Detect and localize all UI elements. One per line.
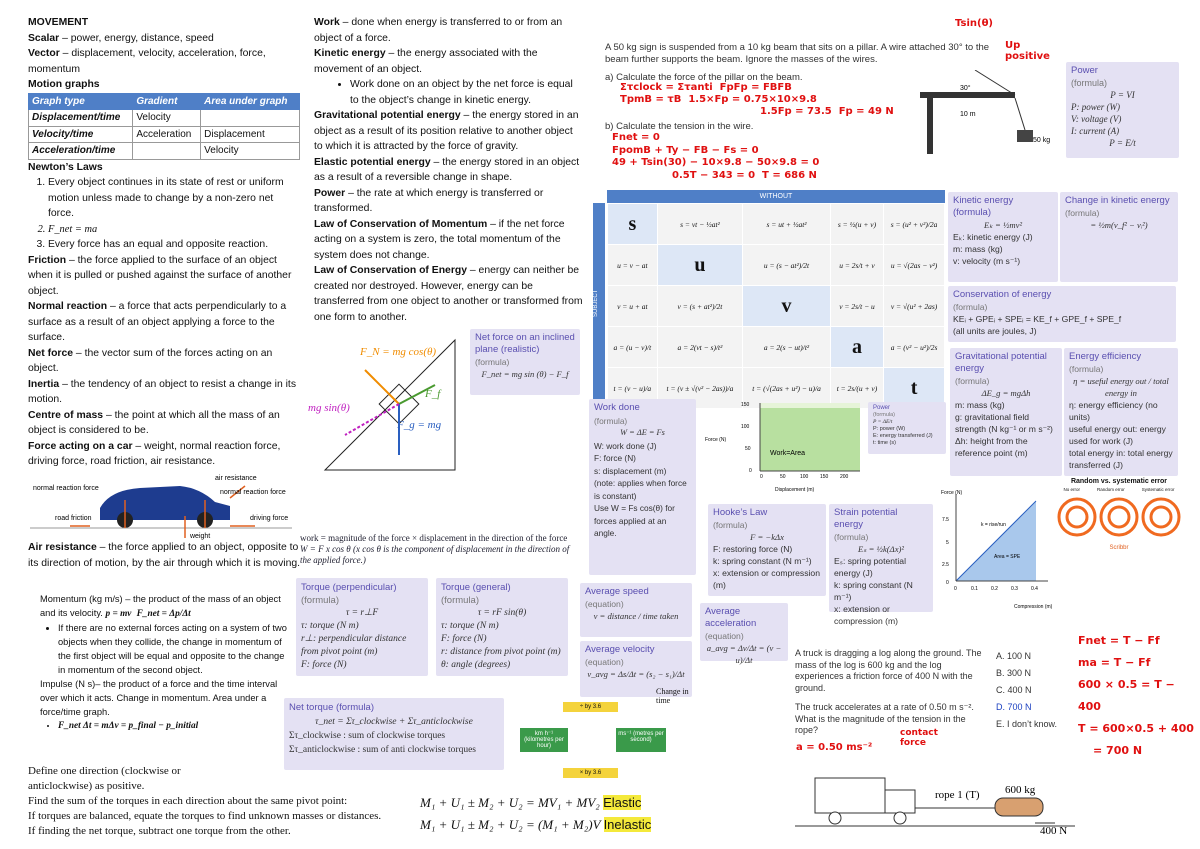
table-row: s s = vt − ½at² s = ut + ½at² s = ½(u + v) s = (u² + v²)/2a [608,204,945,245]
scalar-def: Scalar – power, energy, distance, speed [28,32,214,44]
beam-diagram [915,70,1055,160]
airres-block [28,540,300,571]
svg-text:Work=Area: Work=Area [770,450,806,457]
normal-def: Normal reaction – a force that acts perpendicularly to a surface as a result of an object applying a force to the surface. [28,301,287,343]
com-law: Law of Conservation of Momentum – if the net force acting on a system is zero, the total momentum of the system does not change. [314,218,565,261]
svg-text:0: 0 [954,586,957,592]
fn-label: F_N = mg cos(θ) [360,346,437,358]
svg-text:50 kg: 50 kg [1033,137,1051,144]
truck-problem: A truck is dragging a log along the ground. The mass of the log is 600 kg and the log experiences a friction force of 400 N with the ground. The truck accelerates at a rate of 0.50 m s⁻². What is the magnitude of the tension in the rope? [795,648,982,735]
car-forces-diagram [30,468,292,540]
work-done-box: Work done (formula) W = ΔE = Fs W: work done (J) F: force (N) s: displacement (m) (note: applies when force is constant) Use W = Fs cos(θ) for forces applied at an angle. [589,399,696,575]
torque-perp-box: Torque (perpendicular) (formula) τ = r⊥F τ: torque (N m) r⊥: perpendicular distance from pivot point (m) F: force (N) [296,578,428,676]
weight-label: weight [190,533,211,540]
power-box: Power (formula) P = VI P: power (W) V: voltage (V) I: current (A) P = E/t [1066,62,1179,158]
svg-text:100: 100 [800,474,809,480]
coe-box: Conservation of energy (formula) KEᵢ + GPEᵢ + SPEᵢ = KE_f + GPE_f + SPE_f (all units are joules, J) [948,286,1176,342]
svg-text:150: 150 [741,402,750,408]
svg-text:rope 1 (T): rope 1 (T) [935,789,980,801]
net-incline-box: Net force on an inclined plane (realistic) (formula) F_net = mg sin (θ) − F_f [470,329,580,395]
svg-text:0: 0 [760,474,763,480]
impulse-formula: • F_net Δt = mΔv = p_final − p_initial [58,719,290,733]
ke-box: Kinetic energy (formula) Eₖ = ½mv² Eₖ: kinetic energy (J) m: mass (kg) v: velocity (m s⁻¹) [948,192,1058,282]
ke-def: Kinetic energy – the energy associated with the movement of an object. [314,48,538,75]
svg-text:0: 0 [749,468,752,474]
avg-speed-box: Average speed (equation) v = distance / time taken [580,583,692,637]
unit-conversion-diagram: ÷ by 3.6 km h⁻¹ (kilometres per hour) ms⁻¹ (metres per second) × by 3.6 [518,698,668,780]
svg-text:Compression (m): Compression (m) [1014,604,1053,610]
table-row: Acceleration/time Velocity [29,143,300,160]
svg-text:7.5: 7.5 [942,517,949,523]
truck-handwriting: Fnet = T − Ff ma = T − Ff 600 × 0.5 = T − 400 T = 600×0.5 + 400 = 700 N [1078,634,1194,757]
incline-diagram [305,335,465,475]
scribbr-logo: Scribbr [1109,545,1129,551]
collision-formulas: M₁ + U₁ ± M₂ + U₂ = MV₁ + MV₂ Elastic M₁ + U₁ ± M₂ + U₂ = (M₁ + M₂)V Inelastic [420,795,652,832]
mgsin-label: mg sin(θ) [308,402,350,414]
truck-options [996,648,1057,733]
movement-column [28,15,300,470]
newton-laws: 1. Every object continues in its state of rest or uniform motion unless made to change by a non-zero net force. 2. F_net = ma 3. Every force has an equal and opposite reaction. [28,175,300,253]
avg-velocity-box: Average velocity (equation) v_avg = Δs/Δt = (s₂ − s₁)/Δt [580,641,692,697]
tsin-note: Tsin(θ) [955,18,994,29]
svg-text:5: 5 [946,540,949,546]
svg-text:600 kg: 600 kg [1005,784,1036,796]
option-d: D. 700 N [996,702,1032,712]
contact-force-note: contact force [900,728,938,748]
momentum-bullets: • If there are no external forces acting on a system of two objects when they collide, the change in momentum of the first object will be equal and opposite to the change in momentum of the second object. [40,621,290,677]
svg-text:Force (N): Force (N) [705,437,727,443]
spe-box: Strain potential energy (formula) Eₛ = ½k(Δx)² Eₛ: spring potential energy (J) k: spring constant (N m⁻¹) x: extension or compression (m) [829,504,933,612]
motion-graph-table: Graph type Gradient Area under graph Displacement/time Velocity Velocity/time Acceleration Displacement Acceleration/time Velocity [28,93,300,160]
work-def: Work – done when energy is transferred to or from an object of a force. [314,17,563,44]
torque-general-box: Torque (general) (formula) τ = rF sin(θ) τ: torque (N m) F: force (N) r: distance from pivot point (m) θ: angle (degrees) [436,578,568,676]
momentum-text: Momentum (kg m/s) – the product of the mass of an object and its velocity. p = mv F_net = Δp/Δt [40,594,281,619]
svg-text:0.3: 0.3 [1011,586,1018,592]
svg-text:200: 200 [840,474,849,480]
table-row: v = u + at v = (s + at²)/2t v v = 2s/t − u v = √(u² + 2as) [608,286,945,327]
driving-label: driving force [250,515,289,522]
hooke-box: Hooke’s Law (formula) F = −kΔx F: restoring force (N) k: spring constant (N m⁻¹) x: extension or compression (m) [708,504,826,596]
net-torque-box: Net torque (formula) τ_net = Στ_clockwise + Στ_anticlockwise Στ_clockwise : sum of clockwise torques Στ_anticlockwise : sum of anti clockwise torques [284,698,504,770]
svg-text:0.4: 0.4 [1031,586,1038,592]
beam-question-b: b) Calculate the tension in the wire. [605,121,754,132]
newton-heading: Newton’s Laws [28,161,103,173]
gpe-box: Gravitational potential energy (formula) ΔE_g = mgΔh m: mass (kg) g: gravitational field strength (N kg⁻¹ or m s⁻²) Δh: height from the reference point (m) [950,348,1062,476]
efficiency-box: Energy efficiency (formula) η = useful energy out / total energy in η: energy efficiency (no units) useful energy out: energy used for work (J) total energy in: total energy transferred (J) [1064,348,1178,476]
table-row: Velocity/time Acceleration Displacement [29,126,300,143]
dke-box: Change in kinetic energy (formula) = ½m(v_f² − vᵢ²) [1060,192,1178,282]
power-small-box: Power (formula) P = ΔE/t P: power (W) E: energy transferred (J) t: time (s) [868,402,946,454]
option-a: A. 100 N [996,651,1032,661]
beam-handwriting-b: Fnet = 0 FpomB + Ty − FB − Fs = 0 49 + Tsin(30) − 10×9.8 − 50×9.8 = 0 0.5T − 343 = 0 T = 686 N [612,132,820,181]
up-positive-note: Up positive [1005,40,1050,62]
svg-text:Area = SPE: Area = SPE [994,554,1021,560]
suvat-table-wrap [593,190,945,409]
ff-label: F_f [425,388,441,400]
svg-text:100: 100 [741,424,750,430]
option-e: E. I don’t know. [996,719,1058,729]
ke-bullet: • Work done on an object by the net force is equal to the object’s change in kinetic energy. [350,77,584,108]
svg-text:Force (N): Force (N) [941,490,963,496]
gpe-def: Gravitational potential energy – the energy stored in an object as a result of its position relative to another object to which it is attracted by the force of gravity. [314,110,579,152]
error-targets: Random vs. systematic error No error Random error Systematic error Scribbr [1055,478,1183,578]
epe-def: Elastic potential energy – the energy stored in an object as a result of a reversible change in shape. [314,156,580,183]
momentum-block [40,592,290,733]
vector-def: Vector – displacement, velocity, acceleration, force, momentum [28,48,266,75]
normal-label-2: normal reaction force [220,489,286,496]
motion-graphs-heading: Motion graphs [28,79,100,90]
table-row: u = v − at u u = (s − at²)/2t u = 2s/t + v u = √(2as − v²) [608,245,945,286]
svg-text:10 m: 10 m [960,111,976,118]
target-icons [1055,492,1183,542]
friction-def: Friction – the force applied to the surface of an object when it is pulled or pushed against the surface of another object. [28,254,292,297]
torque-steps: Define one direction (clockwise or anticlockwise) as positive. Find the sum of the torques in each direction about the same pivot point: If torques are balanced, equate the torques to find unknown masses or distances. If finding the net torque, subtract one torque from the other. [28,765,382,837]
suvat-side: SUBJECT [593,203,605,403]
svg-text:0: 0 [946,580,949,586]
coe-law: Law of Conservation of Energy – energy can neither be created nor destroyed. However, energy can be transferred from one object to another or transformed from one form to another. [314,265,583,323]
svg-text:2.5: 2.5 [942,562,949,568]
energy-column [314,15,584,325]
friction-label: road friction [55,515,92,522]
impulse-text: Impulse (N s)– the product of a force and the time interval over which it acts. Change in momentum. Area under a force/time graph. [40,679,278,717]
truck-diagram [795,768,1075,836]
force-displacement-chart [705,398,865,498]
netforce-def: Net force – the vector sum of the forces acting on an object. [28,347,273,374]
svg-text:30°: 30° [960,85,971,92]
fg-label: F_g = mg [397,419,442,431]
avg-accel-box: Average acceleration (equation) a_avg = Δv/Δt = (v − u)/Δt [700,603,788,661]
option-c: C. 400 N [996,685,1032,695]
table-row: a = (u − v)/t a = 2(vt − s)/t² a = 2(s − ut)/t² a a = (v² − u²)/2s [608,327,945,368]
power-def: Power – the rate at which energy is transferred or transformed. [314,187,544,214]
svg-text:50: 50 [745,446,751,452]
car-def: Force acting on a car – weight, normal reaction force, driving force, road friction, air resistance. [28,440,281,467]
table-row: Displacement/time Velocity [29,110,300,127]
svg-text:50: 50 [780,474,786,480]
inertia-def: Inertia – the tendency of an object to resist a change in its motion. [28,378,297,405]
normal-label-1: normal reaction force [33,485,99,492]
change-in-time-note: Change in time [656,687,689,705]
table-row: t = (v − u)/a t = (v ± √(v² − 2as))/a t = (√(2as + u²) − u)/a t = 2s/(u + v) t [608,368,945,409]
airres-def: Air resistance – the force applied to an object, opposite to its direction of motion, by the air through which it is moving. [28,542,301,569]
svg-text:0.1: 0.1 [971,586,978,592]
movement-heading: MOVEMENT [28,17,89,28]
suvat-table [607,203,945,409]
beam-problem: A 50 kg sign is suspended from a 10 kg beam that sits on a pillar. A wire attached 30° to the beam further supports the beam. Ignore the masses of the wires. a) Calculate the force of the pillar on the beam. [605,42,990,83]
com-def: Centre of mass – the point at which all the mass of an object is considered to be. [28,409,280,436]
work-definition: work = magnitude of the force × displacement in the direction of the force W = F x cos θ (x cos θ is the component of displacement in the direction of the applied force.) [300,533,570,565]
beam-handwriting-a: Στclock = Στanti FpFp = FBFB TpmB = τB 1.5×Fp = 0.75×10×9.8 1.5Fp = 73.5 Fp = 49 N [620,82,894,117]
svg-text:k = rise/run: k = rise/run [981,522,1006,528]
svg-text:0.2: 0.2 [991,586,998,592]
svg-text:150: 150 [820,474,829,480]
spring-force-chart [936,486,1056,614]
svg-text:Displacement (m): Displacement (m) [775,487,815,493]
accel-note: a = 0.50 ms⁻² [796,742,873,753]
svg-text:400 N: 400 N [1040,825,1068,836]
option-b: B. 300 N [996,668,1032,678]
air-resistance-label: air resistance [215,475,257,482]
suvat-header: WITHOUT [607,190,945,203]
